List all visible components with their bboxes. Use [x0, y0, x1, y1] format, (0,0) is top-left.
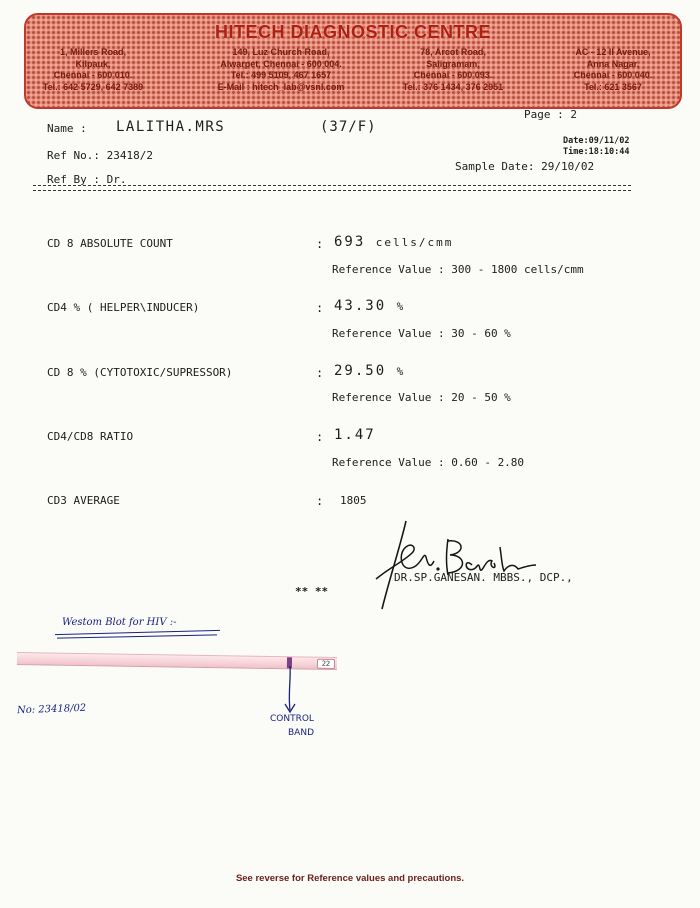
doctor-signature: [368, 517, 538, 615]
test-label: CD4/CD8 RATIO: [47, 430, 134, 443]
test-label: CD 8 ABSOLUTE COUNT: [47, 237, 173, 250]
arrow-icon: [280, 664, 300, 716]
colon: :: [316, 237, 324, 251]
ref-no: Ref No.: 23418/2: [47, 149, 153, 162]
sample-date: Sample Date: 29/10/02: [455, 160, 595, 173]
patient-name: LALITHA.MRS: [116, 119, 226, 135]
page-number: Page : 2: [524, 108, 577, 121]
test-value: 693 cells/cmm: [334, 234, 454, 250]
branch-address: AC - 12 II Avenue, Anna Nagar, Chennai - 600 040. Tel.: 621 3567: [573, 47, 653, 92]
test-value: 1.47: [334, 427, 376, 443]
colon: :: [316, 366, 324, 380]
reference-value: Reference Value : 20 - 50 %: [332, 391, 511, 404]
colon: :: [316, 301, 324, 315]
test-label: CD4 % ( HELPER\INDUCER): [47, 301, 200, 314]
doctor-name: DR.SP.GANESAN. MBBS., DCP.,: [394, 571, 573, 584]
underline: [57, 634, 217, 638]
reference-value: Reference Value : 0.60 - 2.80: [332, 456, 525, 469]
branch-address: 78, Arcot Road, Saligramam, Chennai - 600 093. Tel.: 376 1434, 376 2951: [402, 47, 504, 92]
report-time: Time:18:10:44: [563, 147, 630, 157]
test-value: 43.30 %: [334, 298, 406, 314]
end-marker: ** **: [295, 585, 329, 598]
test-label: CD3 AVERAGE: [47, 494, 120, 507]
control-label: CONTROL: [270, 714, 314, 724]
branch-address: 1, Millers Road, Kilpauk, Chennai - 600 010. Tel.: 642 5729, 642 7389: [42, 47, 144, 92]
strip-tip: 22: [317, 659, 335, 669]
colon: :: [316, 494, 324, 508]
name-label: Name :: [47, 122, 87, 135]
reference-value: Reference Value : 300 - 1800 cells/cmm: [332, 263, 584, 276]
handwritten-number: No: 23418/02: [16, 702, 87, 717]
reference-value: Reference Value : 30 - 60 %: [332, 327, 511, 340]
test-label: CD 8 % (CYTOTOXIC/SUPRESSOR): [47, 366, 233, 379]
test-value: 1805: [340, 494, 367, 507]
branch-address: 149, Luz Church Road, Alwarpet, Chennai - 600 004. Tel.: 499 5109, 467 1657 E-Mail : hitech_lab@vsnl.com: [217, 47, 345, 92]
band-label: BAND: [288, 728, 314, 738]
handwritten-title: Westom Blot for HIV :-: [62, 617, 177, 628]
test-value: 29.50 %: [334, 363, 406, 379]
patient-age-sex: (37/F): [320, 119, 377, 135]
footer-note: See reverse for Reference values and precautions.: [235, 873, 465, 884]
letterhead: [24, 13, 682, 109]
divider: [33, 185, 631, 191]
report-date: Date:09/11/02: [563, 136, 630, 146]
lab-name: HITECH DIAGNOSTIC CENTRE: [214, 22, 491, 42]
ref-by: Ref By : Dr.: [47, 173, 127, 186]
colon: :: [316, 430, 324, 444]
